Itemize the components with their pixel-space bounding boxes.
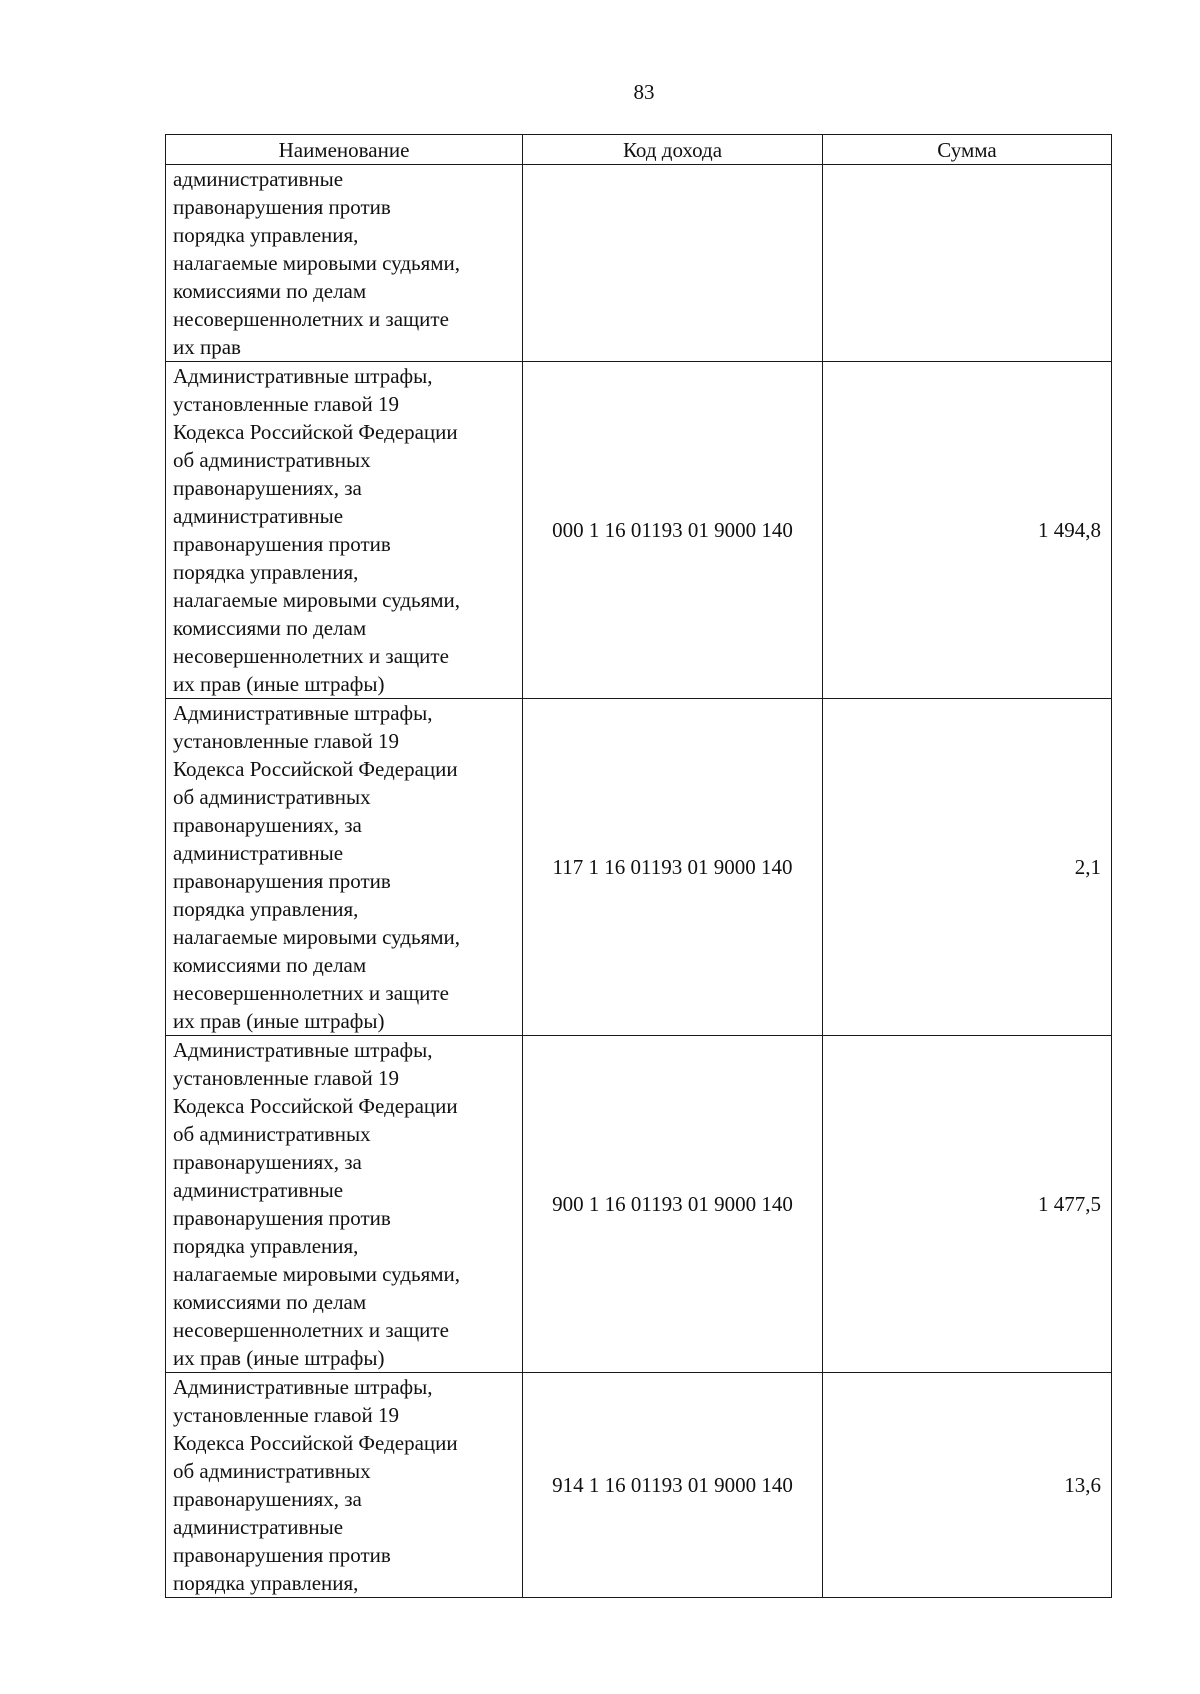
table-row bbox=[166, 362, 1112, 699]
cell-code bbox=[523, 165, 823, 362]
cell-sum: 1 494,8 bbox=[823, 362, 1112, 699]
column-header-name: Наименование bbox=[166, 135, 523, 165]
cell-sum: 1 477,5 bbox=[823, 1036, 1112, 1373]
column-header-code: Код дохода bbox=[523, 135, 823, 165]
cell-sum bbox=[823, 165, 1112, 362]
cell-name: Административные штрафы, установленные главой 19 Кодекса Российской Федерации об административных правонарушениях, за административные правонарушения против порядка управления, налагаемые мировыми судьями, комиссиями по делам несовершеннолетних и защите их прав (иные штрафы) bbox=[166, 699, 523, 1036]
cell-code: 900 1 16 01193 01 9000 140 bbox=[523, 1036, 823, 1373]
table-header-row bbox=[166, 135, 1112, 165]
cell-name: Административные штрафы, установленные главой 19 Кодекса Российской Федерации об административных правонарушениях, за административные правонарушения против порядка управления, налагаемые мировыми судьями, комиссиями по делам несовершеннолетних и защите их прав (иные штрафы) bbox=[166, 1036, 523, 1373]
cell-name: Административные штрафы, установленные главой 19 Кодекса Российской Федерации об административных правонарушениях, за административные правонарушения против порядка управления, bbox=[166, 1373, 523, 1598]
cell-sum: 2,1 bbox=[823, 699, 1112, 1036]
cell-name: административные правонарушения против порядка управления, налагаемые мировыми судьями, комиссиями по делам несовершеннолетних и защите их прав bbox=[166, 165, 523, 362]
table-row bbox=[166, 1373, 1112, 1598]
cell-code: 000 1 16 01193 01 9000 140 bbox=[523, 362, 823, 699]
cell-sum: 13,6 bbox=[823, 1373, 1112, 1598]
revenue-table bbox=[165, 134, 1112, 1598]
cell-name: Административные штрафы, установленные главой 19 Кодекса Российской Федерации об административных правонарушениях, за административные правонарушения против порядка управления, налагаемые мировыми судьями, комиссиями по делам несовершеннолетних и защите их прав (иные штрафы) bbox=[166, 362, 523, 699]
column-header-sum: Сумма bbox=[823, 135, 1112, 165]
cell-code: 117 1 16 01193 01 9000 140 bbox=[523, 699, 823, 1036]
page-number: 83 bbox=[633, 80, 655, 104]
table-row bbox=[166, 1036, 1112, 1373]
table-row bbox=[166, 165, 1112, 362]
cell-code: 914 1 16 01193 01 9000 140 bbox=[523, 1373, 823, 1598]
table-row bbox=[166, 699, 1112, 1036]
